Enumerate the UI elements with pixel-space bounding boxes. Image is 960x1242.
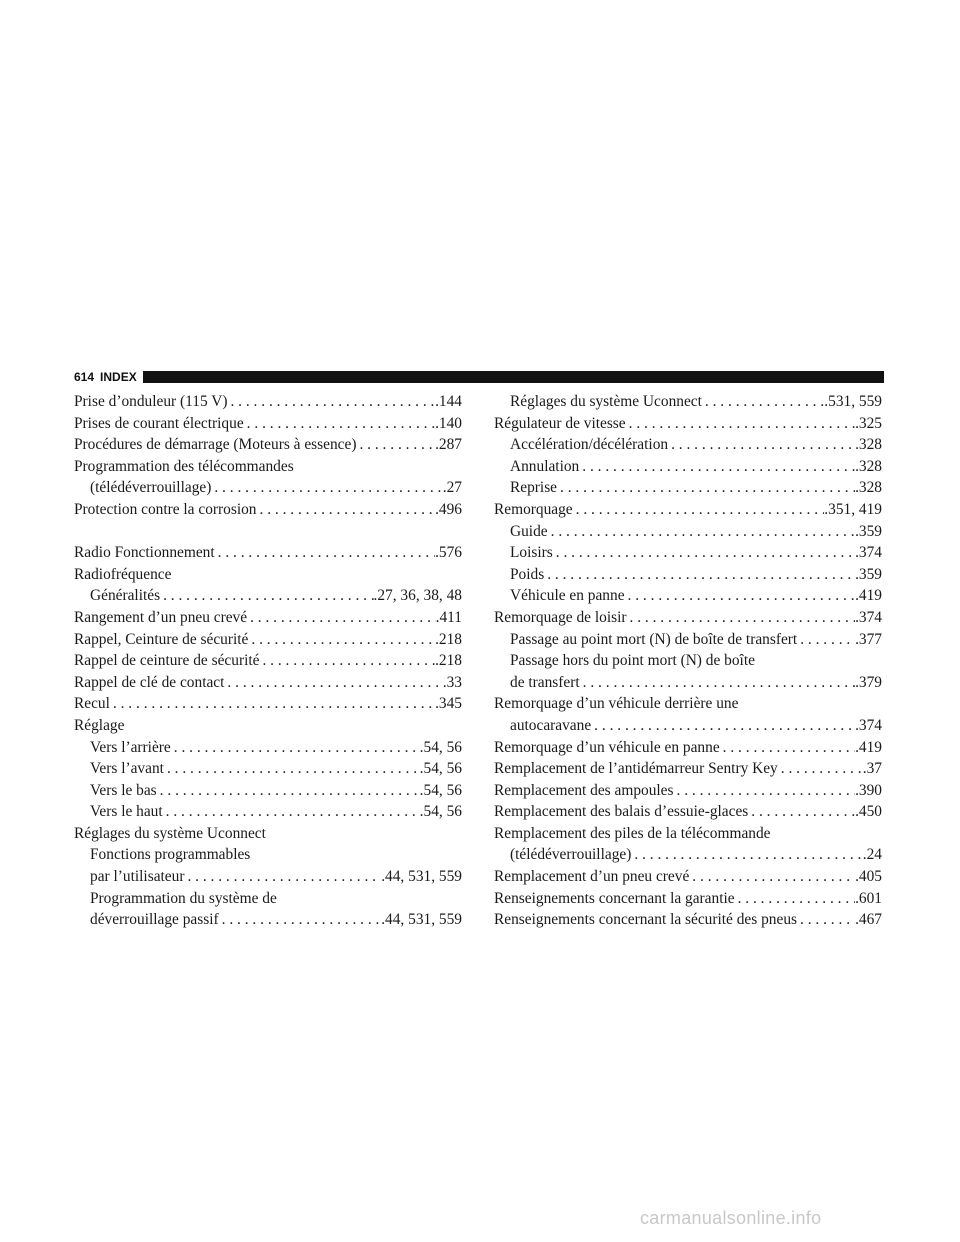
index-entry	[494, 499, 882, 521]
index-entry	[74, 456, 462, 478]
entry-pages: .351, 419	[824, 500, 882, 518]
entry-pages: .405	[855, 868, 882, 886]
entry-pages: .411	[435, 608, 462, 626]
dot-leader	[548, 521, 855, 543]
dot-leader	[797, 909, 855, 931]
dot-leader	[702, 391, 824, 413]
dot-leader	[244, 413, 435, 435]
entry-pages: .359	[855, 565, 882, 583]
dot-leader	[544, 564, 855, 586]
entry-pages: .54, 56	[419, 760, 462, 778]
entry-pages: .601	[855, 889, 882, 907]
entry-pages: .33	[442, 673, 462, 691]
dot-leader	[211, 477, 442, 499]
index-column-left	[74, 391, 462, 931]
entry-pages: .374	[855, 544, 882, 562]
dot-leader	[627, 607, 856, 629]
entry-text: Régulateur de vitesse	[494, 414, 626, 432]
entry-pages: .345	[435, 695, 462, 713]
entry-text: Annulation	[510, 457, 580, 475]
entry-text: Remplacement des ampoules	[494, 781, 674, 799]
entry-text: Reprise	[510, 479, 558, 497]
dot-leader	[219, 909, 382, 931]
dot-leader	[720, 737, 855, 759]
entry-text: Poids	[510, 565, 545, 583]
index-subentry	[494, 844, 882, 866]
dot-leader	[626, 413, 855, 435]
index-entry	[74, 391, 462, 413]
entry-pages: .44, 531, 559	[381, 911, 462, 929]
index-entry	[494, 909, 882, 931]
entry-text: Procédures de démarrage (Moteurs à essence)	[74, 436, 357, 454]
entry-text: Véhicule en panne	[510, 587, 625, 605]
index-subentry	[74, 758, 462, 780]
index-entry	[74, 607, 462, 629]
dot-leader	[227, 391, 435, 413]
entry-text: Passage au point mort (N) de boîte de transfert	[510, 630, 798, 648]
entry-text: Remorquage d’un véhicule en panne	[494, 738, 720, 756]
index-entry	[494, 780, 882, 802]
entry-text: Radiofréquence	[74, 565, 172, 583]
index-entry	[74, 542, 462, 564]
dot-leader	[248, 629, 435, 651]
entry-pages: .328	[855, 457, 882, 475]
section-title: INDEX	[100, 370, 137, 384]
entry-text: Programmation des télécommandes	[74, 457, 294, 475]
dot-leader	[160, 585, 373, 607]
index-entry	[494, 866, 882, 888]
entry-text: Loisirs	[510, 544, 553, 562]
index-entry	[494, 823, 882, 845]
entry-pages: .496	[435, 500, 462, 518]
entry-text: Généralités	[90, 587, 161, 605]
entry-text: Vers l’arrière	[90, 738, 171, 756]
index-column-right	[494, 391, 882, 931]
dot-leader	[257, 499, 436, 521]
dot-leader	[631, 844, 862, 866]
index-entry	[494, 607, 882, 629]
entry-pages: .419	[855, 587, 882, 605]
index-entry	[494, 693, 882, 715]
entry-text: Remplacement des piles de la télécommande	[494, 824, 771, 842]
entry-pages: .287	[435, 436, 462, 454]
index-entry	[494, 413, 882, 435]
dot-leader	[553, 542, 855, 564]
entry-text: (télédéverrouillage)	[90, 479, 212, 497]
dot-leader	[580, 672, 855, 694]
index-entry	[74, 672, 462, 694]
dot-leader	[164, 758, 420, 780]
index-subentry	[74, 909, 462, 931]
entry-pages: .37	[862, 760, 882, 778]
index-subentry	[494, 477, 882, 499]
entry-text: Radio Fonctionnement	[74, 544, 215, 562]
index-subentry	[74, 866, 462, 888]
entry-pages: .359	[855, 522, 882, 540]
dot-leader	[259, 650, 435, 672]
entry-text: de transfert	[510, 673, 580, 691]
entry-text: Remorquage	[494, 500, 573, 518]
dot-leader	[163, 801, 420, 823]
entry-pages: .379	[855, 673, 882, 691]
entry-text: Remorquage d’un véhicule derrière une	[494, 695, 739, 713]
entry-text: Remplacement de l’antidémarreur Sentry Key	[494, 760, 778, 778]
entry-pages: .328	[855, 479, 882, 497]
entry-pages: .54, 56	[419, 803, 462, 821]
dot-leader	[557, 477, 855, 499]
dot-leader	[110, 693, 435, 715]
dot-leader	[171, 737, 420, 759]
index-subentry	[494, 434, 882, 456]
index-entry	[494, 737, 882, 759]
index-subentry	[494, 564, 882, 586]
entry-text: Rappel, Ceinture de sécurité	[74, 630, 249, 648]
entry-text: (télédéverrouillage)	[510, 846, 632, 864]
index-entry	[74, 823, 462, 845]
entry-text: Vers l’avant	[90, 760, 164, 778]
entry-text: Vers le haut	[90, 803, 163, 821]
index-entry	[74, 564, 462, 586]
entry-text: Rappel de ceinture de sécurité	[74, 652, 260, 670]
index-entry	[74, 715, 462, 737]
entry-pages: .450	[855, 803, 882, 821]
index-entry	[74, 693, 462, 715]
entry-text: Renseignements concernant la sécurité des pneus	[494, 911, 798, 929]
entry-text: Remorquage de loisir	[494, 608, 627, 626]
entry-text: Rappel de clé de contact	[74, 673, 225, 691]
index-subentry	[74, 844, 462, 866]
index-subentry	[494, 542, 882, 564]
entry-text: Protection contre la corrosion	[74, 500, 257, 518]
index-subentry	[494, 391, 882, 413]
index-subentry	[494, 456, 882, 478]
page-number: 614	[74, 370, 95, 384]
dot-leader	[215, 542, 435, 564]
entry-text: Réglages du système Uconnect	[510, 393, 702, 410]
index-subentry	[74, 477, 462, 499]
entry-pages: .390	[855, 781, 882, 799]
entry-text: par l’utilisateur	[90, 868, 185, 886]
index-subentry	[494, 521, 882, 543]
entry-pages: .140	[435, 414, 462, 432]
index-entry	[74, 434, 462, 456]
index-entry	[74, 413, 462, 435]
entry-text: déverrouillage passif	[90, 911, 219, 929]
dot-leader	[184, 866, 381, 888]
index-subentry	[74, 585, 462, 607]
dot-leader	[625, 585, 856, 607]
entry-text: Remplacement d’un pneu crevé	[494, 868, 690, 886]
entry-text: Prise d’onduleur (115 V)	[74, 393, 228, 410]
entry-text: Remplacement des balais d’essuie-glaces	[494, 803, 749, 821]
index-subentry	[74, 888, 462, 910]
dot-leader	[579, 456, 855, 478]
entry-pages: .54, 56	[419, 738, 462, 756]
page-header	[74, 368, 884, 386]
entry-text: Prises de courant électrique	[74, 414, 244, 432]
entry-text: Recul	[74, 695, 110, 713]
dot-leader	[573, 499, 825, 521]
entry-pages: .144	[435, 393, 462, 410]
entry-pages: .27, 36, 38, 48	[373, 587, 462, 605]
entry-pages: .44, 531, 559	[381, 868, 462, 886]
dot-leader	[668, 434, 855, 456]
entry-text: autocaravane	[510, 716, 592, 734]
index-entry	[74, 499, 462, 521]
watermark: carmanualsonline.info	[640, 1208, 822, 1228]
dot-leader	[778, 758, 863, 780]
entry-text: Vers le bas	[90, 781, 157, 799]
index-gap	[74, 521, 462, 543]
dot-leader	[356, 434, 435, 456]
index-subentry	[494, 629, 882, 651]
entry-pages: .374	[855, 608, 882, 626]
entry-text: Passage hors du point mort (N) de boîte	[510, 652, 755, 670]
entry-pages: .218	[435, 630, 462, 648]
dot-leader	[157, 780, 420, 802]
entry-pages: .328	[855, 436, 882, 454]
index-subentry	[494, 585, 882, 607]
dot-leader	[735, 888, 855, 910]
dot-leader	[748, 801, 855, 823]
header-rule	[143, 371, 884, 383]
index-entry	[494, 758, 882, 780]
entry-pages: .467	[855, 911, 882, 929]
entry-pages: .576	[435, 544, 462, 562]
entry-text: Renseignements concernant la garantie	[494, 889, 735, 907]
index-entry	[494, 801, 882, 823]
dot-leader	[689, 866, 855, 888]
entry-text: Réglage	[74, 716, 125, 734]
index-subentry	[494, 672, 882, 694]
index-entry	[74, 629, 462, 651]
entry-pages: .24	[862, 846, 882, 864]
entry-text: Accélération/décélération	[510, 436, 669, 454]
entry-pages: .54, 56	[419, 781, 462, 799]
index-subentry	[494, 715, 882, 737]
entry-text: Réglages du système Uconnect	[74, 824, 266, 842]
dot-leader	[247, 607, 436, 629]
entry-pages: .419	[855, 738, 882, 756]
index-subentry	[74, 801, 462, 823]
dot-leader	[674, 780, 856, 802]
entry-text: Rangement d’un pneu crevé	[74, 608, 248, 626]
entry-pages: .377	[855, 630, 882, 648]
index-subentry	[74, 780, 462, 802]
entry-pages: .218	[435, 652, 462, 670]
entry-pages: .325	[855, 414, 882, 432]
dot-leader	[224, 672, 442, 694]
dot-leader	[591, 715, 855, 737]
index-subentry	[494, 650, 882, 672]
entry-pages: .531, 559	[824, 393, 882, 410]
entry-text: Fonctions programmables	[90, 846, 251, 864]
index-subentry	[74, 737, 462, 759]
index-entry	[74, 650, 462, 672]
entry-text: Programmation du système de	[90, 889, 277, 907]
dot-leader	[797, 629, 855, 651]
entry-pages: .374	[855, 716, 882, 734]
index-entry	[494, 888, 882, 910]
entry-text: Guide	[510, 522, 548, 540]
entry-pages: .27	[442, 479, 462, 497]
